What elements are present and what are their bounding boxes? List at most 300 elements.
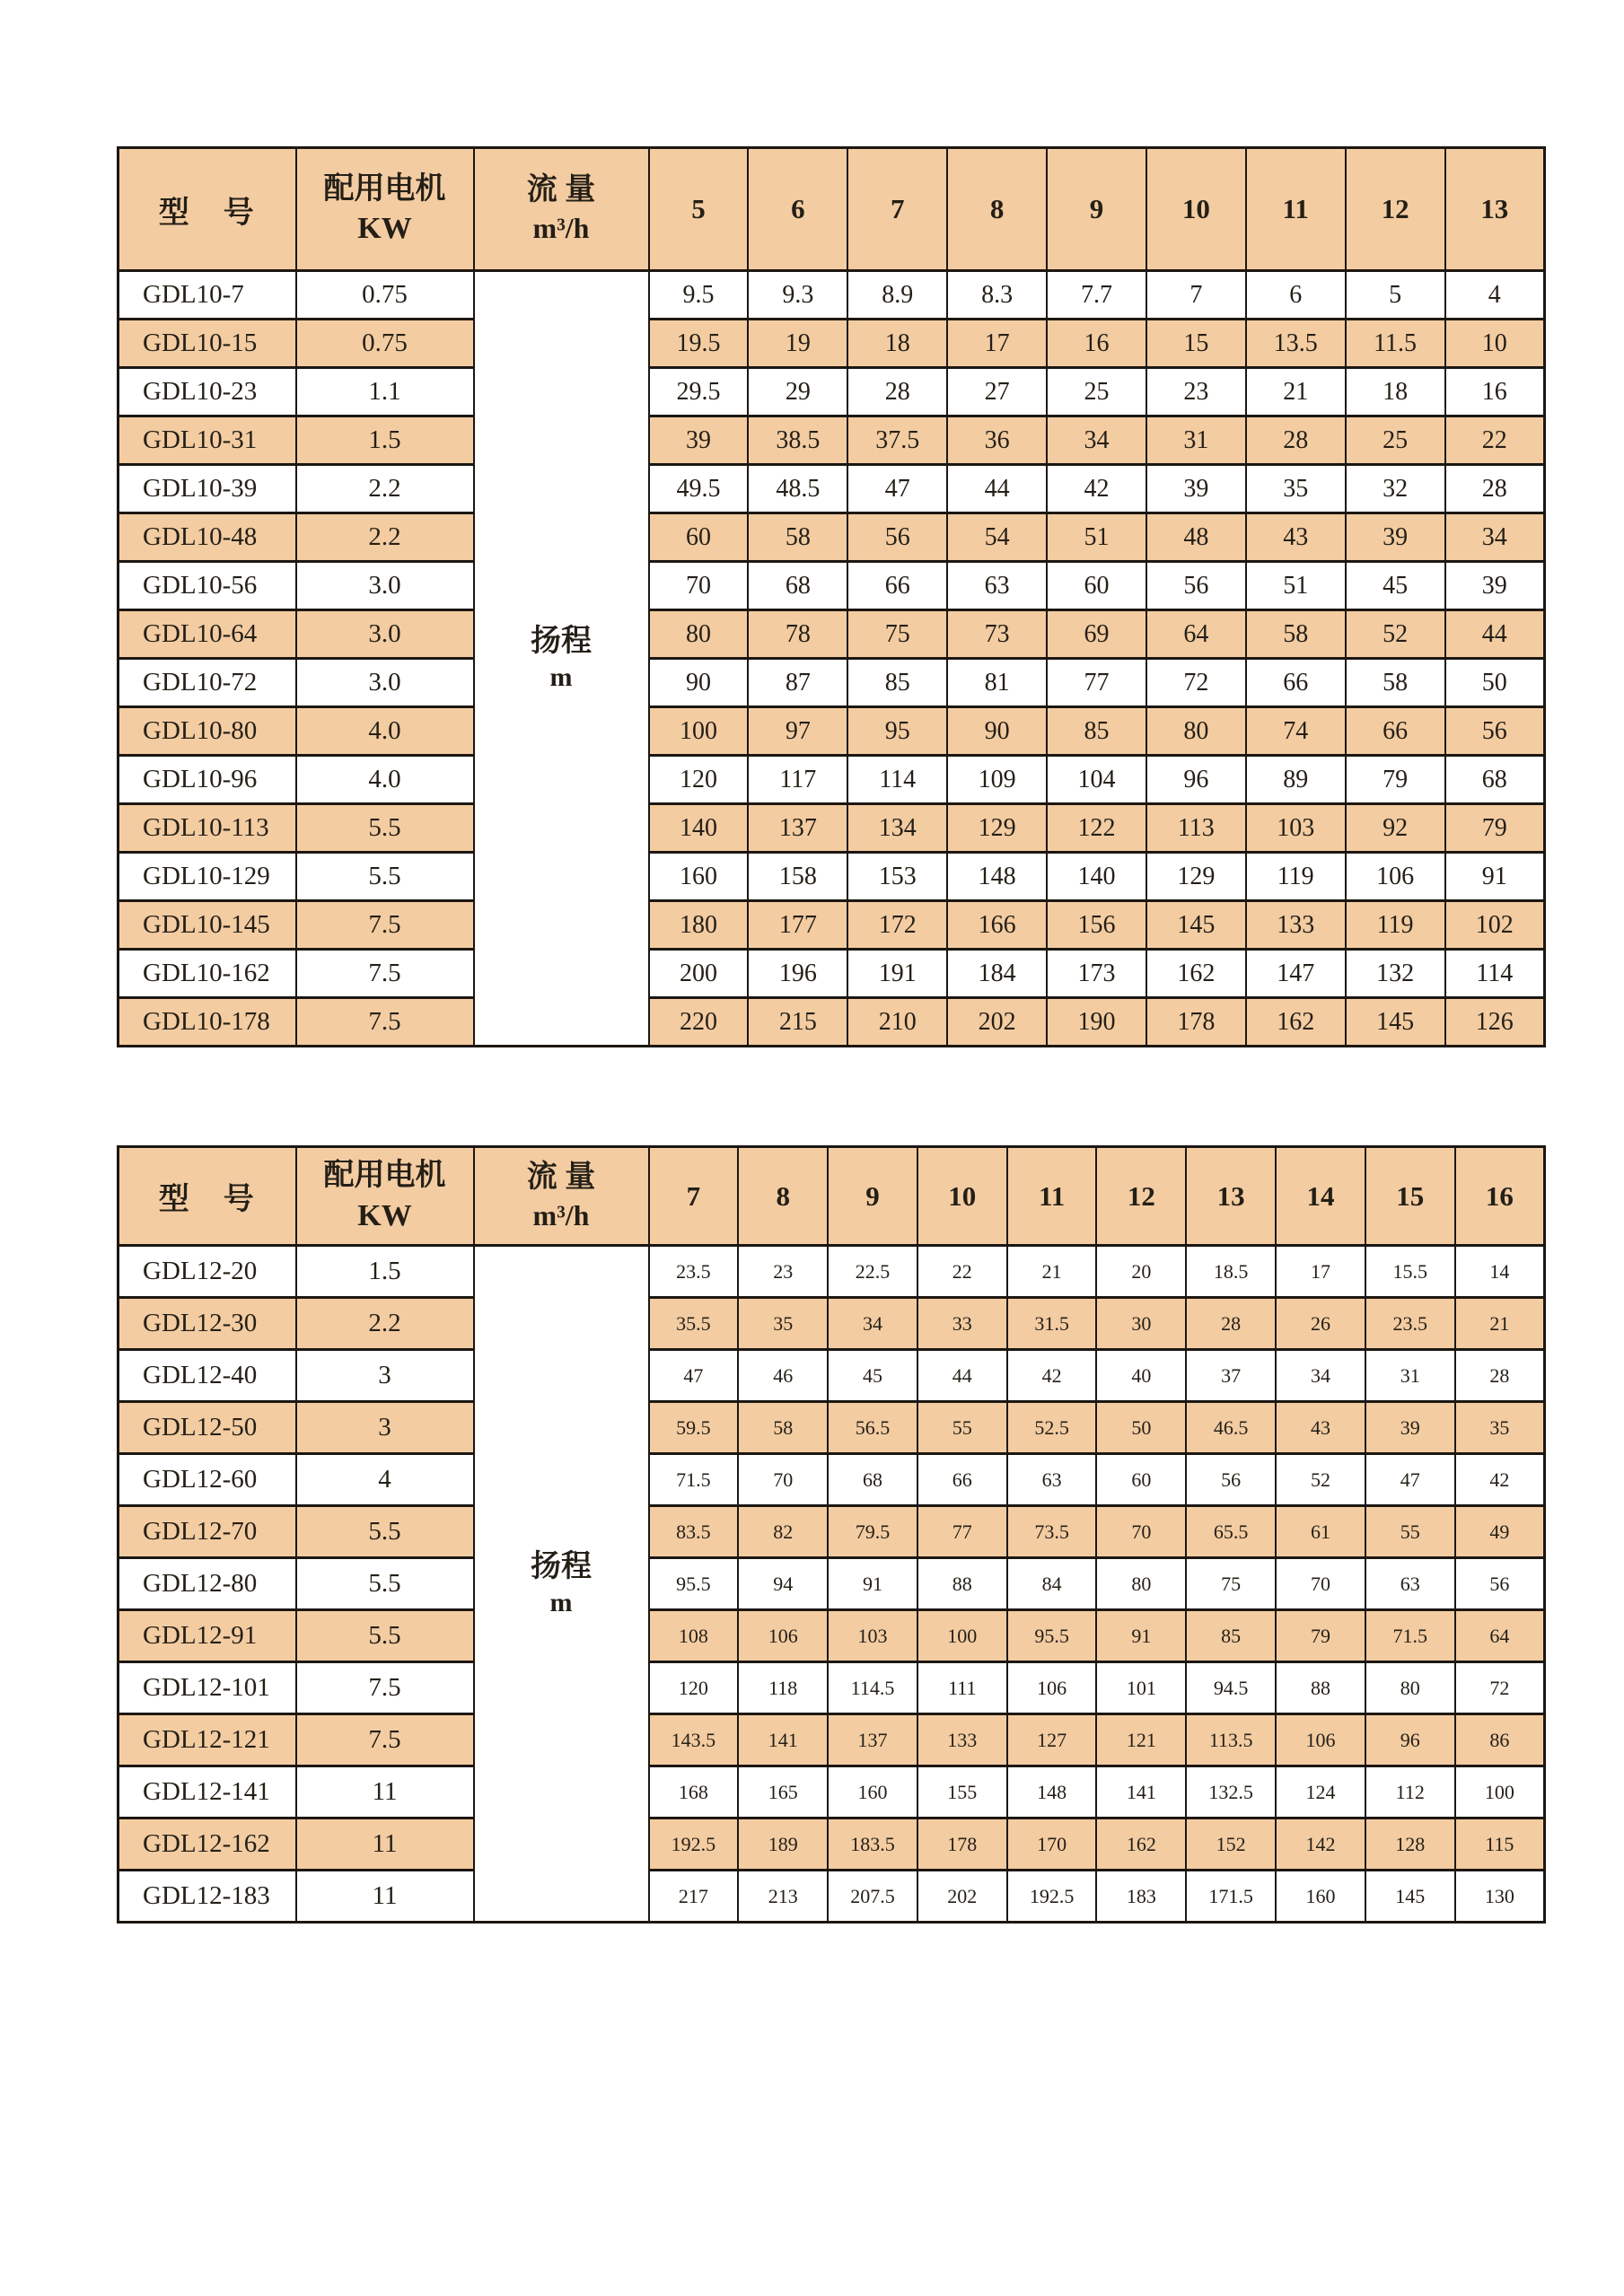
head-value-cell: 91 — [1096, 1610, 1186, 1662]
head-value-cell: 29 — [748, 368, 847, 416]
head-value-cell: 29.5 — [649, 368, 749, 416]
head-value-cell: 158 — [748, 853, 847, 901]
head-value-cell: 170 — [1007, 1818, 1097, 1871]
head-value-cell: 52 — [1346, 610, 1445, 659]
head-value-cell: 81 — [947, 659, 1047, 707]
head-value-cell: 56 — [1445, 707, 1545, 756]
head-value-cell: 55 — [917, 1402, 1007, 1454]
model-cell: GDL10-178 — [119, 998, 296, 1047]
motor-kw-cell: 0.75 — [296, 320, 474, 368]
head-value-cell: 34 — [1276, 1350, 1365, 1402]
head-value-cell: 142 — [1276, 1818, 1365, 1871]
flow-value-column-header: 6 — [748, 148, 847, 271]
motor-kw-cell: 7.5 — [296, 1662, 474, 1714]
head-value-cell: 52.5 — [1007, 1402, 1097, 1454]
head-value-cell: 156 — [1047, 901, 1146, 950]
head-value-cell: 127 — [1007, 1714, 1097, 1766]
motor-kw-cell: 3.0 — [296, 562, 474, 610]
table-row — [119, 1818, 1545, 1871]
head-value-cell: 129 — [947, 804, 1047, 853]
head-value-cell: 15.5 — [1365, 1246, 1455, 1298]
head-value-cell: 172 — [847, 901, 947, 950]
motor-kw-column-header — [296, 1147, 474, 1246]
head-value-cell: 66 — [917, 1454, 1007, 1506]
head-value-cell: 89 — [1246, 756, 1346, 804]
table-row — [119, 950, 1545, 998]
head-value-cell: 148 — [1007, 1766, 1097, 1818]
head-value-cell: 19.5 — [649, 320, 749, 368]
table-row — [119, 465, 1545, 513]
table-row — [119, 659, 1545, 707]
head-value-cell: 121 — [1096, 1714, 1186, 1766]
head-value-cell: 147 — [1246, 950, 1346, 998]
head-value-cell: 38.5 — [748, 416, 847, 465]
head-value-cell: 73.5 — [1007, 1506, 1097, 1558]
head-value-cell: 103 — [1246, 804, 1346, 853]
head-value-cell: 148 — [947, 853, 1047, 901]
head-value-cell: 80 — [1365, 1662, 1455, 1714]
head-value-cell: 80 — [649, 610, 749, 659]
head-value-cell: 79.5 — [828, 1506, 917, 1558]
head-value-cell: 162 — [1246, 998, 1346, 1047]
head-value-cell: 23.5 — [1365, 1298, 1455, 1350]
motor-kw-cell: 11 — [296, 1871, 474, 1923]
head-value-cell: 44 — [917, 1350, 1007, 1402]
model-cell: GDL12-30 — [119, 1298, 296, 1350]
model-cell: GDL10-80 — [119, 707, 296, 756]
head-value-cell: 73 — [947, 610, 1047, 659]
head-value-cell: 9.5 — [649, 271, 749, 320]
head-value-cell: 140 — [649, 804, 749, 853]
head-value-cell: 177 — [748, 901, 847, 950]
head-value-cell: 120 — [649, 1662, 739, 1714]
motor-kw-cell: 0.75 — [296, 271, 474, 320]
table-row — [119, 271, 1545, 320]
head-value-cell: 112 — [1365, 1766, 1455, 1818]
flow-value-column-header: 9 — [1047, 148, 1146, 271]
model-cell: GDL10-56 — [119, 562, 296, 610]
head-value-cell: 119 — [1346, 901, 1445, 950]
head-value-cell: 124 — [1276, 1766, 1365, 1818]
gdl10-spec-table — [117, 146, 1546, 1047]
head-value-cell: 178 — [1146, 998, 1246, 1047]
head-unit-label: m — [549, 1588, 573, 1617]
model-cell: GDL12-183 — [119, 1871, 296, 1923]
head-value-cell: 44 — [1445, 610, 1545, 659]
motor-kw-cell: 3 — [296, 1350, 474, 1402]
head-value-cell: 63 — [1365, 1558, 1455, 1610]
head-value-cell: 75 — [1186, 1558, 1276, 1610]
head-value-cell: 54 — [947, 513, 1047, 562]
head-value-cell: 5 — [1346, 271, 1445, 320]
head-value-cell: 28 — [1445, 465, 1545, 513]
head-value-cell: 39 — [1146, 465, 1246, 513]
table-row — [119, 368, 1545, 416]
head-value-cell: 63 — [1007, 1454, 1097, 1506]
head-value-cell: 192.5 — [649, 1818, 739, 1871]
head-value-cell: 58 — [738, 1402, 828, 1454]
head-value-cell: 77 — [1047, 659, 1146, 707]
motor-header-line2: KW — [357, 1198, 412, 1232]
head-value-cell: 141 — [738, 1714, 828, 1766]
head-value-cell: 60 — [1047, 562, 1146, 610]
head-value-cell: 16 — [1047, 320, 1146, 368]
head-value-cell: 18 — [847, 320, 947, 368]
table-row — [119, 1298, 1545, 1350]
head-value-cell: 100 — [649, 707, 749, 756]
head-value-cell: 196 — [748, 950, 847, 998]
head-value-cell: 35 — [1455, 1402, 1545, 1454]
model-cell: GDL10-162 — [119, 950, 296, 998]
model-cell: GDL10-64 — [119, 610, 296, 659]
head-value-cell: 96 — [1365, 1714, 1455, 1766]
head-unit-merged-cell — [474, 271, 649, 1047]
model-cell: GDL12-101 — [119, 1662, 296, 1714]
head-value-cell: 84 — [1007, 1558, 1097, 1610]
head-value-cell: 48 — [1146, 513, 1246, 562]
head-value-cell: 106 — [1346, 853, 1445, 901]
gdl10-table-body — [119, 271, 1545, 1047]
head-value-cell: 94.5 — [1186, 1662, 1276, 1714]
model-cell: GDL12-70 — [119, 1506, 296, 1558]
head-value-cell: 166 — [947, 901, 1047, 950]
motor-kw-cell: 7.5 — [296, 998, 474, 1047]
head-value-cell: 183.5 — [828, 1818, 917, 1871]
head-value-cell: 132.5 — [1186, 1766, 1276, 1818]
head-value-cell: 113.5 — [1186, 1714, 1276, 1766]
head-value-cell: 34 — [1445, 513, 1545, 562]
flow-value-column-header: 12 — [1346, 148, 1445, 271]
head-value-cell: 65.5 — [1186, 1506, 1276, 1558]
model-cell: GDL12-162 — [119, 1818, 296, 1871]
head-value-cell: 80 — [1096, 1558, 1186, 1610]
head-value-cell: 46 — [738, 1350, 828, 1402]
flow-value-column-header: 13 — [1445, 148, 1545, 271]
head-value-cell: 68 — [828, 1454, 917, 1506]
head-value-cell: 39 — [1445, 562, 1545, 610]
head-value-cell: 49 — [1455, 1506, 1545, 1558]
head-value-cell: 102 — [1445, 901, 1545, 950]
head-value-cell: 35.5 — [649, 1298, 739, 1350]
head-value-cell: 15 — [1146, 320, 1246, 368]
head-value-cell: 51 — [1246, 562, 1346, 610]
head-value-cell: 85 — [847, 659, 947, 707]
model-cell: GDL10-129 — [119, 853, 296, 901]
flow-value-column-header: 7 — [847, 148, 947, 271]
motor-kw-cell: 5.5 — [296, 1610, 474, 1662]
head-value-cell: 190 — [1047, 998, 1146, 1047]
head-value-cell: 143.5 — [649, 1714, 739, 1766]
motor-kw-cell: 2.2 — [296, 465, 474, 513]
table-row — [119, 1454, 1545, 1506]
head-value-cell: 39 — [649, 416, 749, 465]
head-value-cell: 189 — [738, 1818, 828, 1871]
motor-header-line1: 配用电机 — [323, 171, 446, 206]
motor-kw-cell: 4 — [296, 1454, 474, 1506]
head-value-cell: 85 — [1186, 1610, 1276, 1662]
head-value-cell: 58 — [1246, 610, 1346, 659]
head-value-cell: 25 — [1346, 416, 1445, 465]
motor-kw-cell: 1.5 — [296, 1246, 474, 1298]
head-value-cell: 77 — [917, 1506, 1007, 1558]
head-value-cell: 72 — [1455, 1662, 1545, 1714]
head-value-cell: 66 — [1246, 659, 1346, 707]
flow-value-column-header: 13 — [1186, 1147, 1276, 1246]
head-value-cell: 85 — [1047, 707, 1146, 756]
motor-kw-cell: 5.5 — [296, 804, 474, 853]
flow-value-column-header: 14 — [1276, 1147, 1365, 1246]
head-value-cell: 35 — [1246, 465, 1346, 513]
head-value-cell: 37 — [1186, 1350, 1276, 1402]
table-row — [119, 320, 1545, 368]
head-value-cell: 184 — [947, 950, 1047, 998]
head-value-cell: 9.3 — [748, 271, 847, 320]
head-value-cell: 71.5 — [1365, 1610, 1455, 1662]
model-cell: GDL12-60 — [119, 1454, 296, 1506]
head-value-cell: 17 — [1276, 1246, 1365, 1298]
head-value-cell: 23.5 — [649, 1246, 739, 1298]
motor-header-line2: KW — [357, 212, 412, 245]
model-cell: GDL12-121 — [119, 1714, 296, 1766]
head-value-cell: 23 — [738, 1246, 828, 1298]
head-value-cell: 30 — [1096, 1298, 1186, 1350]
model-cell: GDL10-39 — [119, 465, 296, 513]
head-value-cell: 202 — [947, 998, 1047, 1047]
head-value-cell: 210 — [847, 998, 947, 1047]
head-value-cell: 113 — [1146, 804, 1246, 853]
head-value-cell: 88 — [1276, 1662, 1365, 1714]
head-value-cell: 145 — [1365, 1871, 1455, 1923]
head-value-cell: 115 — [1455, 1818, 1545, 1871]
head-value-cell: 25 — [1047, 368, 1146, 416]
head-value-cell: 87 — [748, 659, 847, 707]
head-value-cell: 95 — [847, 707, 947, 756]
table-row — [119, 1714, 1545, 1766]
head-value-cell: 55 — [1365, 1506, 1455, 1558]
head-value-cell: 20 — [1096, 1246, 1186, 1298]
table-row — [119, 707, 1545, 756]
model-cell: GDL10-31 — [119, 416, 296, 465]
flow-rate-column-header — [474, 1147, 649, 1246]
flow-value-column-header: 8 — [947, 148, 1047, 271]
motor-kw-cell: 11 — [296, 1766, 474, 1818]
head-value-cell: 137 — [748, 804, 847, 853]
head-value-cell: 50 — [1096, 1402, 1186, 1454]
model-cell: GDL10-96 — [119, 756, 296, 804]
head-value-cell: 119 — [1246, 853, 1346, 901]
head-value-cell: 11.5 — [1346, 320, 1445, 368]
head-value-cell: 94 — [738, 1558, 828, 1610]
head-value-cell: 162 — [1096, 1818, 1186, 1871]
head-value-cell: 32 — [1346, 465, 1445, 513]
head-value-cell: 153 — [847, 853, 947, 901]
head-value-cell: 109 — [947, 756, 1047, 804]
head-value-cell: 43 — [1276, 1402, 1365, 1454]
head-value-cell: 23 — [1146, 368, 1246, 416]
head-value-cell: 18 — [1346, 368, 1445, 416]
table-row — [119, 1506, 1545, 1558]
head-value-cell: 122 — [1047, 804, 1146, 853]
head-value-cell: 34 — [1047, 416, 1146, 465]
head-label: 扬程 — [531, 624, 592, 658]
head-value-cell: 114 — [847, 756, 947, 804]
head-value-cell: 45 — [828, 1350, 917, 1402]
model-cell: GDL10-48 — [119, 513, 296, 562]
model-column-header: 型 号 — [119, 1147, 296, 1246]
head-value-cell: 8.9 — [847, 271, 947, 320]
head-value-cell: 27 — [947, 368, 1047, 416]
head-value-cell: 39 — [1346, 513, 1445, 562]
flow-header-line1: 流 量 — [526, 1160, 596, 1194]
head-value-cell: 120 — [649, 756, 749, 804]
head-value-cell: 111 — [917, 1662, 1007, 1714]
head-value-cell: 71.5 — [649, 1454, 739, 1506]
head-value-cell: 72 — [1146, 659, 1246, 707]
motor-kw-cell: 5.5 — [296, 1506, 474, 1558]
motor-kw-cell: 3.0 — [296, 659, 474, 707]
model-cell: GDL10-7 — [119, 271, 296, 320]
head-value-cell: 106 — [1007, 1662, 1097, 1714]
head-value-cell: 183 — [1096, 1871, 1186, 1923]
head-value-cell: 95.5 — [649, 1558, 739, 1610]
head-value-cell: 97 — [748, 707, 847, 756]
head-value-cell: 106 — [738, 1610, 828, 1662]
head-value-cell: 155 — [917, 1766, 1007, 1818]
head-value-cell: 130 — [1455, 1871, 1545, 1923]
head-value-cell: 47 — [1365, 1454, 1455, 1506]
head-value-cell: 59.5 — [649, 1402, 739, 1454]
head-value-cell: 14 — [1455, 1246, 1545, 1298]
head-value-cell: 64 — [1455, 1610, 1545, 1662]
head-value-cell: 162 — [1146, 950, 1246, 998]
head-value-cell: 192.5 — [1007, 1871, 1097, 1923]
flow-value-column-header: 8 — [738, 1147, 828, 1246]
head-value-cell: 117 — [748, 756, 847, 804]
head-value-cell: 43 — [1246, 513, 1346, 562]
head-value-cell: 103 — [828, 1610, 917, 1662]
head-value-cell: 63 — [947, 562, 1047, 610]
head-value-cell: 100 — [1455, 1766, 1545, 1818]
gdl10-table-head — [119, 148, 1545, 271]
motor-kw-cell: 7.5 — [296, 1714, 474, 1766]
head-value-cell: 114.5 — [828, 1662, 917, 1714]
motor-kw-cell: 1.5 — [296, 416, 474, 465]
head-value-cell: 68 — [1445, 756, 1545, 804]
head-unit-merged-cell — [474, 1246, 649, 1923]
head-value-cell: 91 — [828, 1558, 917, 1610]
head-value-cell: 47 — [649, 1350, 739, 1402]
model-cell: GDL10-15 — [119, 320, 296, 368]
head-value-cell: 152 — [1186, 1818, 1276, 1871]
model-cell: GDL10-72 — [119, 659, 296, 707]
head-value-cell: 80 — [1146, 707, 1246, 756]
head-value-cell: 31 — [1146, 416, 1246, 465]
head-value-cell: 42 — [1007, 1350, 1097, 1402]
head-value-cell: 191 — [847, 950, 947, 998]
head-value-cell: 160 — [828, 1766, 917, 1818]
head-value-cell: 40 — [1096, 1350, 1186, 1402]
head-value-cell: 49.5 — [649, 465, 749, 513]
head-value-cell: 36 — [947, 416, 1047, 465]
head-value-cell: 21 — [1007, 1246, 1097, 1298]
flow-value-column-header: 11 — [1007, 1147, 1097, 1246]
head-value-cell: 52 — [1276, 1454, 1365, 1506]
header-row — [119, 1147, 1545, 1246]
head-value-cell: 207.5 — [828, 1871, 917, 1923]
head-value-cell: 215 — [748, 998, 847, 1047]
model-cell: GDL12-50 — [119, 1402, 296, 1454]
head-value-cell: 88 — [917, 1558, 1007, 1610]
motor-kw-cell: 2.2 — [296, 1298, 474, 1350]
head-value-cell: 165 — [738, 1766, 828, 1818]
head-value-cell: 61 — [1276, 1506, 1365, 1558]
motor-kw-cell: 2.2 — [296, 513, 474, 562]
table-row — [119, 610, 1545, 659]
head-value-cell: 70 — [649, 562, 749, 610]
head-value-cell: 126 — [1445, 998, 1545, 1047]
head-value-cell: 137 — [828, 1714, 917, 1766]
head-value-cell: 45 — [1346, 562, 1445, 610]
model-cell: GDL12-40 — [119, 1350, 296, 1402]
head-value-cell: 92 — [1346, 804, 1445, 853]
head-value-cell: 16 — [1445, 368, 1545, 416]
head-value-cell: 21 — [1246, 368, 1346, 416]
head-value-cell: 133 — [1246, 901, 1346, 950]
head-value-cell: 160 — [649, 853, 749, 901]
head-value-cell: 95.5 — [1007, 1610, 1097, 1662]
motor-kw-cell: 3 — [296, 1402, 474, 1454]
head-value-cell: 160 — [1276, 1871, 1365, 1923]
head-value-cell: 68 — [748, 562, 847, 610]
head-value-cell: 66 — [1346, 707, 1445, 756]
model-cell: GDL10-145 — [119, 901, 296, 950]
head-value-cell: 91 — [1445, 853, 1545, 901]
head-value-cell: 145 — [1346, 998, 1445, 1047]
head-value-cell: 140 — [1047, 853, 1146, 901]
head-value-cell: 21 — [1455, 1298, 1545, 1350]
flow-header-unit: m³/h — [532, 212, 590, 245]
document-page — [117, 146, 1546, 1924]
flow-header-unit: m³/h — [532, 1198, 590, 1231]
head-value-cell: 37.5 — [847, 416, 947, 465]
flow-header-line1: 流 量 — [526, 173, 596, 207]
head-value-cell: 35 — [738, 1298, 828, 1350]
model-cell: GDL10-23 — [119, 368, 296, 416]
head-value-cell: 90 — [947, 707, 1047, 756]
head-value-cell: 114 — [1445, 950, 1545, 998]
head-value-cell: 213 — [738, 1871, 828, 1923]
head-value-cell: 108 — [649, 1610, 739, 1662]
head-value-cell: 141 — [1096, 1766, 1186, 1818]
head-value-cell: 10 — [1445, 320, 1545, 368]
flow-value-column-header: 11 — [1246, 148, 1346, 271]
head-value-cell: 78 — [748, 610, 847, 659]
head-value-cell: 28 — [1186, 1298, 1276, 1350]
head-value-cell: 96 — [1146, 756, 1246, 804]
head-value-cell: 58 — [748, 513, 847, 562]
head-value-cell: 34 — [828, 1298, 917, 1350]
head-value-cell: 133 — [917, 1714, 1007, 1766]
head-value-cell: 132 — [1346, 950, 1445, 998]
motor-kw-column-header — [296, 148, 474, 271]
flow-value-column-header: 5 — [649, 148, 749, 271]
table-row — [119, 901, 1545, 950]
head-value-cell: 104 — [1047, 756, 1146, 804]
motor-kw-cell: 3.0 — [296, 610, 474, 659]
head-value-cell: 90 — [649, 659, 749, 707]
table-row — [119, 416, 1545, 465]
flow-value-column-header: 10 — [917, 1147, 1007, 1246]
